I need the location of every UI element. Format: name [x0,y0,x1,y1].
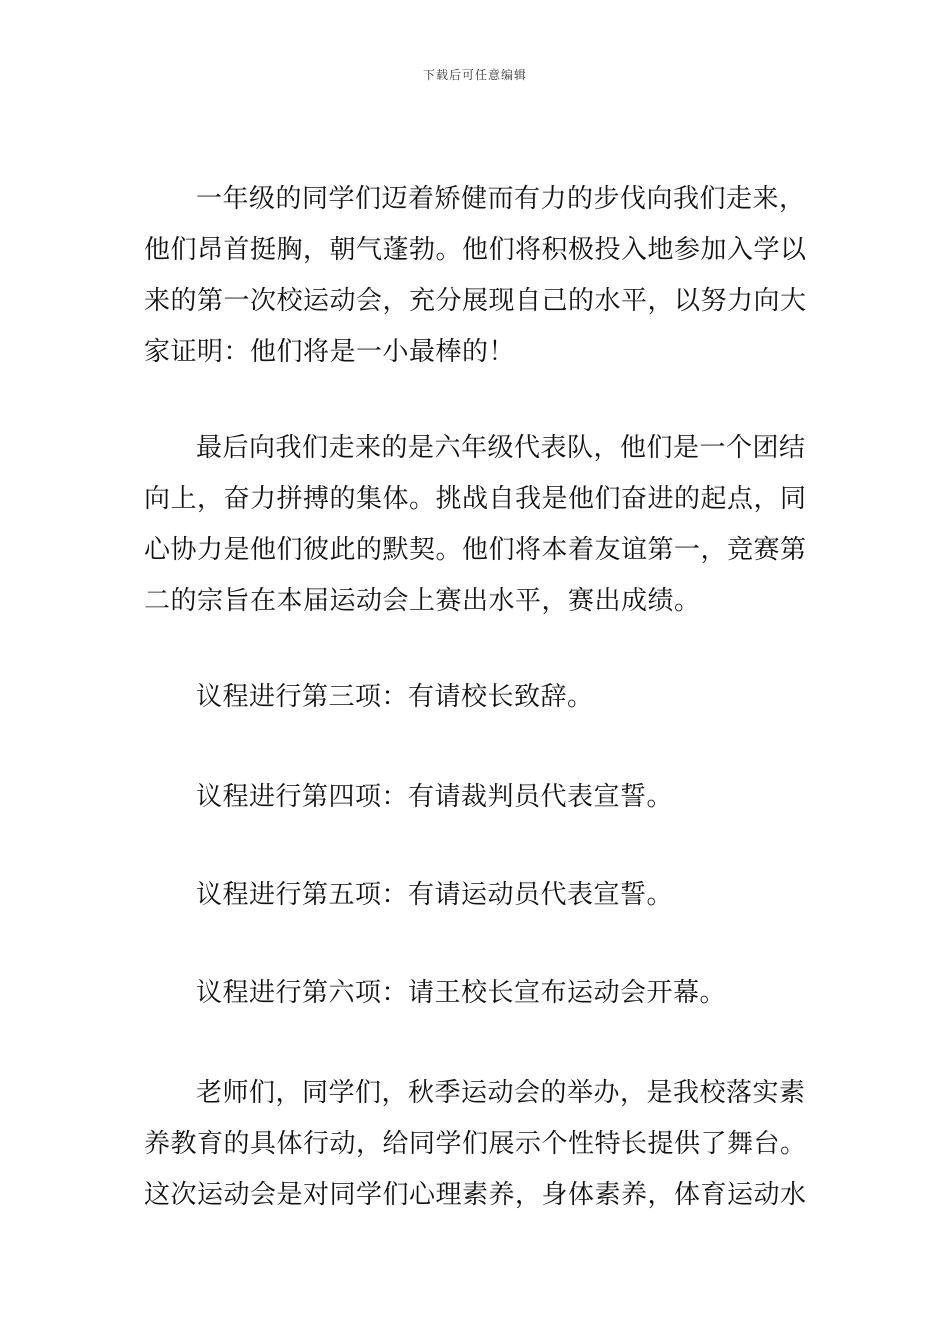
paragraph-closing-remarks: 老师们，同学们，秋季运动会的举办，是我校落实素养教育的具体行动，给同学们展示个性特长提供了舞台。这次运动会是对同学们心理素养，身体素养，体育运动水 [144,1078,807,1210]
page-header: 下载后可任意编辑 [422,68,527,82]
agenda-item-five: 议程进行第五项：有请运动员代表宣誓。 [196,880,674,910]
agenda-item-four: 议程进行第四项：有请裁判员代表宣誓。 [196,782,674,812]
agenda-item-three: 议程进行第三项：有请校长致辞。 [196,682,594,712]
paragraph-grade-six: 最后向我们走来的是六年级代表队，他们是一个团结向上，奋力拼搏的集体。挑战自我是他们奋进的起点，同心协力是他们彼此的默契。他们将本着友谊第一，竞赛第二的宗旨在本届运动会上赛出水平，赛出成绩。 [144,433,807,616]
paragraph-grade-one: 一年级的同学们迈着矫健而有力的步伐向我们走来，他们昂首挺胸，朝气蓬勃。他们将积极投入地参加入学以来的第一次校运动会，充分展现自己的水平，以努力向大家证明：他们将是一小最棒的！ [144,184,807,367]
agenda-item-six: 议程进行第六项：请王校长宣布运动会开幕。 [196,978,727,1008]
